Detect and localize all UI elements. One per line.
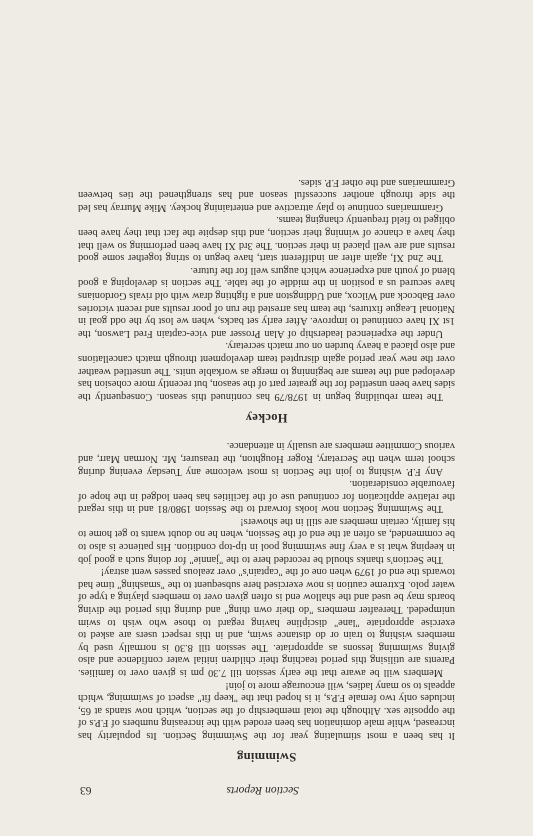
hockey-heading: Hockey [245, 410, 288, 425]
swimming-paragraph: The Swimming Section now looks forward to the Session 1980/81 and in this regard the relative application for continued use of the facilities has been lodged in the hope of favourable consideration. [78, 478, 455, 515]
hockey-paragraph: Grammarians continue to play attractive and entertaining hockey. Mike Murray has led the side through another successful season and has strengthened the ties between Grammarians and the other F.P. sides. [78, 176, 455, 213]
swimming-paragraph: It has been a most stimulating year for the Swimming Section. Its popularity has increased, while male domination has been eroded with the increasing numbers of F.P.s of the opposite sex. Although the total membership of the section, which now stands at 65, includes only two female F.P.s, it is hoped that the "keep fit" aspect of swimming, which appeals to so many ladies, will encourage more to join! [78, 679, 455, 741]
swimming-paragraph: The Section's thanks should be recorded here to the "jannie" for doing such a good job in keeping what is a very fine swimming pool in tip-top condition. His patience is also to be commended, as often at the end of the Session, when he no doubt wants to get home to his family, certain members are still in the showers! [78, 515, 455, 565]
swimming-section [78, 439, 455, 741]
running-head: Section Reports [226, 784, 299, 796]
hockey-paragraph: Under the experienced leadership of Alan Prosser and vice-captain Fred Lawson, the 1st XI have continued to improve. After early set backs, when we lost by the odd goal in National League fixtures, the team has arrested the run of poor results and recent victories over Babcock and Wilcox, and Uddingston and a fighting draw with old rivals Gordonians have secured us a position in the middle of the table. The section is developing a good blend of youth and experience which augurs well for the future. [78, 264, 455, 339]
page-number: 63 [80, 784, 92, 796]
swimming-paragraph: Any F.P. wishing to join the Section is most welcome any Tuesday evening during school term when the Secretary, Roger Houghton, the treasurer, Mr. Norman Marr, and various Committee members are usually in attendance. [78, 440, 455, 477]
swimming-paragraph: Members will be aware that the early session till 7.30 pm is given over to families. Parents are utilising this period teaching their children initial water confidence and also giving swimming lessons as appropriate. The session till 8.30 is normally used by members wishing to train or do distance swim, and in this respect users are asked to exercise appropriate "lane" discipline having regard to those who wish to swim unimpeded. Thereafter members "do their own thing" and during this period the diving boards may be used and the shallow end is often given over to members playing a type of water polo. Extreme caution is now exercised here subsequent to the "smashing" time had towards the end of 1979 when one of the "captain's" over zealous passes went astray! [78, 566, 455, 679]
page-header [78, 776, 455, 796]
swimming-heading: Swimming [236, 750, 297, 764]
hockey-section [78, 175, 455, 402]
hockey-paragraph: The team rebuilding begun in 1978/79 has continued this season. Consequently the sides have been unsettled for the greater part of the season, but recently more cohesion has developed and the teams are beginning to merge as workable units. The unsettled weather over the new year period again disrupted team development through match cancellations and also placed a heavy burden on our match secretary. [78, 340, 455, 402]
hockey-paragraph: The 2nd XI, again after an indifferent start, have begun to string together some good results and are well placed in their section. The 3rd XI have been performing so well that they have a chance of winning their section, and this despite the fact that they have been obliged to field frequently changing teams. [78, 214, 455, 264]
